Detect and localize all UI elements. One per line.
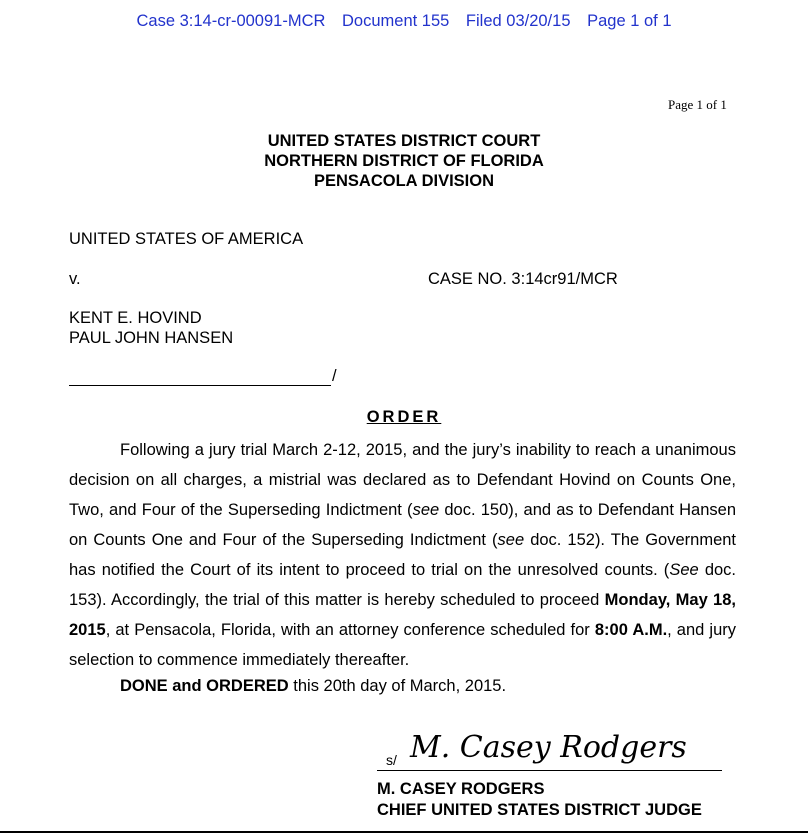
court-division: PENSACOLA DIVISION <box>314 172 494 190</box>
judge-title: CHIEF UNITED STATES DISTRICT JUDGE <box>377 801 702 819</box>
stamp-filed-date: Filed 03/20/15 <box>465 12 571 30</box>
signature-line <box>377 770 722 771</box>
see-citation: See <box>669 561 699 579</box>
caption-slash: / <box>332 367 337 385</box>
filing-stamp <box>0 12 808 31</box>
trial-date: Monday, May 18, 2015 <box>69 591 736 639</box>
defendant-name: PAUL JOHN HANSEN <box>69 329 234 347</box>
page-bottom-rule <box>0 831 808 833</box>
judge-block <box>377 779 702 821</box>
defendant-name: KENT E. HOVIND <box>69 309 202 327</box>
page-number: Page 1 of 1 <box>668 97 727 112</box>
see-citation: see <box>412 501 440 519</box>
case-number: CASE NO. 3:14cr91/MCR <box>428 270 618 288</box>
versus-label: v. <box>69 270 81 288</box>
court-name: UNITED STATES DISTRICT COURT <box>267 132 541 150</box>
order-title: ORDER <box>366 408 442 426</box>
court-heading <box>0 131 808 191</box>
judge-name: M. CASEY RODGERS <box>377 780 545 798</box>
stamp-page: Page 1 of 1 <box>587 12 672 30</box>
plaintiff-name: UNITED STATES OF AMERICA <box>69 230 304 248</box>
handwritten-signature: M. Casey Rodgers <box>410 730 687 765</box>
order-paragraph: Following a jury trial March 2-12, 2015, and the jury’s inability to reach a unanimous decision on all charges, a mistrial was declared as to Defendant Hovind on Counts One, Two, and Four of the Superseding Indictment (see doc. 150), and as to Defendant Hansen on Counts One and Four of the Superseding Indictment (see doc. 152). The Government has notified the Court of its intent to proceed to trial on the unresolved counts. (See doc. 153). Accordingly, the trial of this matter is hereby scheduled to proceed Monday, May 18, 2015, at Pensacola, Florida, with an attorney conference scheduled for 8:00 A.M., and jury selection to commence immediately thereafter. <box>69 441 737 669</box>
see-citation: see <box>497 531 525 549</box>
caption-rule <box>69 385 331 386</box>
court-district: NORTHERN DISTRICT OF FLORIDA <box>264 152 544 170</box>
order-body <box>69 435 736 675</box>
stamp-document-number: Document 155 <box>342 12 450 30</box>
signature-prefix: s/ <box>386 752 397 768</box>
done-and-ordered: DONE and ORDERED this 20th day of March, 2015. <box>120 677 507 695</box>
stamp-case-number: Case 3:14-cr-00091-MCR <box>136 12 326 30</box>
conference-time: 8:00 A.M. <box>594 621 668 639</box>
